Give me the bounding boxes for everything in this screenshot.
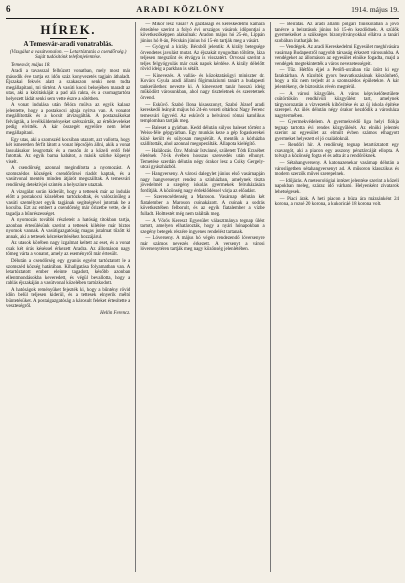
paragraph: — Gyógyul a király. Bécsből jelentik: A király betegsége örvendetes javulást mutat. Az éjszakát nyugodtan töltötte, láza teljesen megszűnt és étvágya is visszatért. Orvosai szerint a teljes felgyógyulás már csak napok kérdése. A király délelőtt rövid ideig a parkban is sétált. [140,45,265,73]
issue-date: 1914. május 19. [351,5,399,14]
article-title: A Temesvár-aradi vonatrablás. [23,41,113,48]
paragraph: — Tűz. Hétfőn éjjel a Petőfi-utcában tűz ütött ki egy faraktárban. A tűzoltók gyors beavatkozásának köszönhető, hogy a tűz nem terjedt át a szomszédos épületekre. A kár jelentékeny, de biztosítás révén megtérül. [274,68,399,90]
paragraph: — Gyermekvédelem. A gyermekvédő liga helyi fiókja tegnap tartotta évi rendes közgyűlését. Az elnöki jelentés szerint az egyesület az elmúlt évben számos elhagyott gyermeket helyezett el jó családoknál. [274,120,399,142]
paragraph: — Sétahangverseny. A katonazenekar vasárnap délután a városligetben sétahangversenyt ad. A műsoron klasszikus és modern szerzők művei szerepelnek. [274,161,399,178]
paragraph: — Hangverseny. A városi dalegylet június első vasárnapján nagy hangversenyt rendez a színházban, amelynek tiszta jövedelmét a szegény iskolás gyermekek felruházására fordítják. A közönség nagy érdeklődéssel várja az előadást. [140,172,265,194]
article-signature: Hellin Ferencz. [100,310,131,316]
column-3 [270,22,399,572]
paragraph: A nyomozás további részleteit a hatóság titokban tartja, azonban értesülésünk szerint a tettesek kilétére már biztos nyomok vannak. A vasútigazgatóság magas jutalmat tűzött ki annak, aki a tettesek kézrekerítéséhez hozzájárul. [6,218,131,240]
paragraph: Délután a csendőrség egy gyanús egyént tartóztatott le a szomszéd község határában. Kihallgatása folyamatban van. A letartóztatott ember eleinte tagadott, később azonban ellentmondásokba keveredett, és végül bevallotta, hogy a rablás éjszakáján a vasútvonal közelében tartózkodott. [6,259,131,287]
paragraph: — Lóverseny. A május hó végén rendezendő lóversenyre már számos nevezés érkezett. A versenyt a városi lóversenytéren tartják meg nagy közönség jelenlétében. [140,236,265,253]
paragraph: — Mikor lesz vásár? A gazdasági és kereskedelmi kamara értesítése szerint a folyó évi országos vásárok időpontjai a következőképpen alakulnak: Aradon május hó 25-én, Lippán június hó 8-án, Pécskán június hó 15-én tartják meg a vásárt. [140,22,265,44]
paragraph: A vizsgálat során kiderült, hogy a tettesek már az indulás előtt a postakocsi közelében tartózkodtak, és valószínűleg a vasúti személyzet egyik tagjának segítségével jutottak be a kocsiba. Ezt az embert a csendőrség már őrizetbe vette, de ő tagadja a bűnrészességet. [6,189,131,217]
paragraph: — Vendégek. Az aradi Kereskedelmi Egyesület meghívására vasárnap Budapestről nagyobb társaság érkezett városunkba. A vendégeket az állomáson az egyesület elnöke fogadta, majd a vendégek megtekintették a város nevezetességeit. [274,45,399,67]
paragraph: — Rendőri hír. A rendőrség tegnap letartóztatott egy csavargót, aki a piacon egy asszony pénztárcáját ellopta. A tolvajt a közönség fogta el és adta át a rendőröknek. [274,143,399,160]
column-2-body [140,22,264,253]
columns [6,22,399,572]
column-3-body [275,22,399,208]
paragraph: Egy utas, aki a szomszéd kocsiban utazott, azt vallotta, hogy két ismeretlen férfit látott a vonat lépcsőjén állni, akik a vonat lassulásakor leugrottak és a mezőn át a közeli erdő felé futottak. Az egyik barna kabátot, a másik szürke köpenyt viselt. [6,137,131,165]
paragraph: Aradi a tavasszal felhúzott vonatban, mely most már második éve tartja ez időn száz konyvezetés tagjain áthaladt. Éjszakai fekvés alatt a szakaszon senki nem tudta megállapítani, mi történt. A vasúti kocsi belsejében maradt az utas, aki a kézitáskáját a pad alá rakta, és a csomagtartóra helyezett ládát senki sem vette észre a sötétben. [6,69,131,102]
column-1 [6,22,130,572]
section-title: HÍREK. [40,22,96,37]
paragraph: A csendőrség azonnal megindította a nyomozást. A szomszédos községek csendőrőrsei riadót kaptak, és a vasútvonal mentén minden átjárót megszálltak. A temesvári rendőrség detektívjei szintén a helyszínre utaztak. [6,166,131,188]
paragraph: Az utasok körében nagy izgalmat keltett az eset, és a vonat csak két órás késéssel érkezett Aradra. Az állomáson nagy tömeg várta a vonatot, amely az eseményről már értesült. [6,241,131,258]
paragraph: — Esküvő. Szabó Ilona kisasszonyt, Szabó József aradi kereskedő leányát május hó 24-én vezeti oltárhoz Nagy Ferenc temesvári ügyvéd. Az esküvőt a belvárosi római katolikus templomban tartják meg. [140,102,265,125]
paper-title: ARADI KÖZLÖNY [136,4,226,14]
paragraph: — Beiratás. Az aradi állami polgári fiúiskolában a jövő tanévre a beiratások június hó 15-én kezdődnek. A szülők gyermekeiket a szükséges bizonyítványokkal ellátva a tanári szobában írathatják be. [274,22,399,44]
paragraph: — Halálozás. Özv. Molnár Istvánné, született Tóth Erzsébet életének 74-ik évében hosszas szenvedés után elhunyt. Temetése szerdán délután négy órakor lesz a Csiky Gergely-utcai gyászházból. [140,148,265,171]
paragraph: — Időjárás. A meteorológiai intézet jelentése szerint a közeli napokban meleg, száraz idő várható. Helyenként zivatarok lehetségesek. [274,178,399,195]
paragraph: — A Vörös Kereszt Egyesület választmánya tegnap ülést tartott, amelyen elhatározták, hogy a nyári hónapokban a szegény betegek részére ingyenes rendelést tartanak. [140,218,265,235]
paragraph: — Kinevezés. A vallás- és közoktatásügyi miniszter dr. Kovács Gyula aradi állami főgimnáziumi tanárt a budapesti tankerülethez nevezte ki. A kinevezett tanár hosszú ideig működött városunkban, ahol nagy tiszteletnek és szeretetnek örvend. [140,73,265,101]
paragraph: — Piaci árak. A heti piacon a búza ára mázsánként 24 korona, a rozsé 20 korona, a kukoricáé 18 korona volt. [274,196,399,207]
paragraph: — Baleset a gyárban. Kedd délután súlyos baleset történt a Weiss-féle gépgyárban. Egy munkás keze a gép fogaskerekei közé került és súlyosan megsérült. A mentők a kórházba szállították, ahol azonnal megoperálták. Állapota kielégítő. [140,125,265,148]
paragraph: — Szerencsétlenség a Maroson. Vasárnap délután két fiatalember a Maroson csónakázott. A csónak a sodrás következtében felborult, és az egyik fiatalember a vízbe fulladt. Holttestét még nem találták meg. [140,195,265,217]
paragraph: A vonat indulása után félóra múlva az egyik kalauz jelentette, hogy a postakocsi ajtaja nyitva van. A vonatot megállították és a kocsit átvizsgálták. A postazsákokat felvágták, a levélküldeményeket szétszórták, az értékleveleket pedig elvitték. A kár összegét egyelőre nem lehet megállapítani. [6,103,131,136]
article-dateline: Temesvár, május 18. [11,62,51,68]
page-number: 6 [6,4,11,14]
masthead [6,4,399,19]
paragraph: A hatóságok reményüket fejezték ki, hogy a bűntény rövid időn belül teljesen kiderül, és a tettesek elnyerik méltó büntetésüket. A postaigazgatóság a károsult feleket értesítette a veszteségről. [6,287,131,310]
paragraph: — A városi közgyűlés. A város képviselőtestülete csütörtökön rendkívüli közgyűlést tart, amelynek tárgysorozatán a vízvezeték kibővítése és az új iskola építése szerepel. Az ülés délután négy órakor kezdődik a városháza nagytermében. [274,91,399,119]
column-1-body [6,69,130,310]
divider [50,38,87,39]
article-subtitle: (Vizsgálat a vasútvonalon. — Letartóztatás a csendőrség.) Saját tudósítónk telefonjelentése. [9,49,127,61]
column-2 [135,22,264,572]
